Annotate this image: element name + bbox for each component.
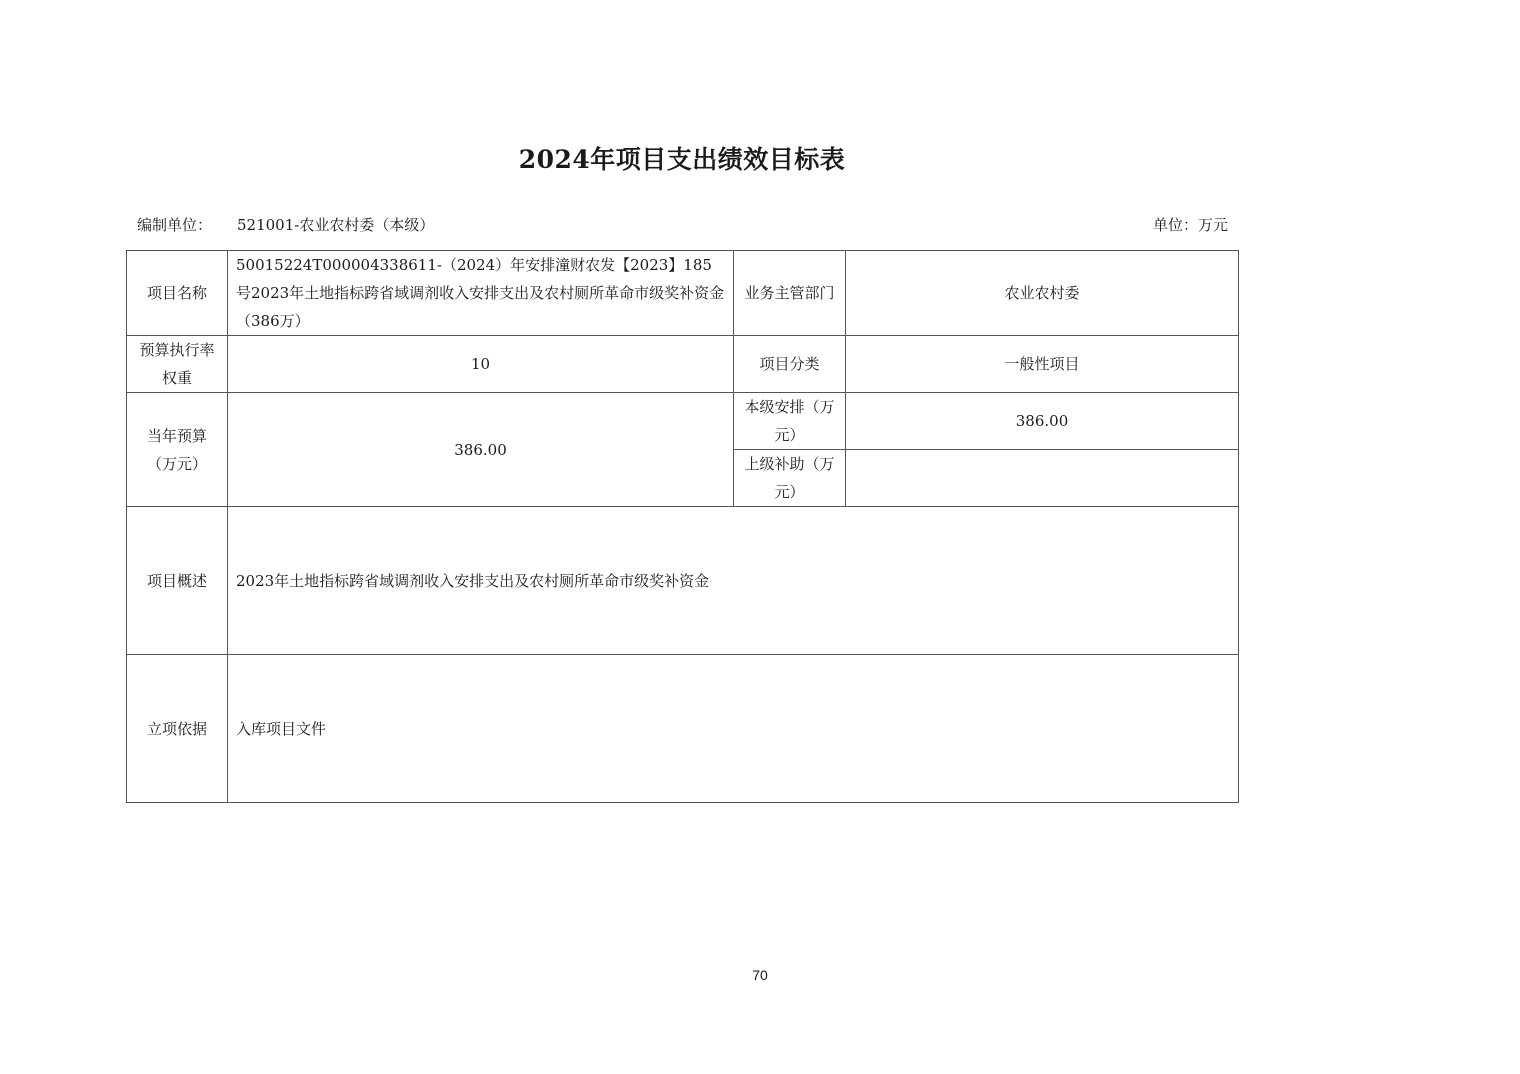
unit-label: 单位：万元	[1152, 216, 1228, 234]
performance-table	[126, 250, 1239, 803]
org-label: 编制单位：	[137, 216, 213, 234]
page-title: 2024年项目支出绩效目标表	[518, 145, 846, 174]
exec-rate-value: 10	[228, 336, 734, 393]
page-number: 70	[752, 967, 768, 983]
budget-value: 386.00	[228, 393, 734, 507]
basis-value: 入库项目文件	[228, 655, 1239, 803]
org-value: 521001-农业农村委（本级）	[237, 216, 435, 234]
dept-label: 业务主管部门	[734, 251, 846, 336]
overview-value: 2023年土地指标跨省域调剂收入安排支出及农村厕所革命市级奖补资金	[228, 507, 1239, 655]
overview-label: 项目概述	[127, 507, 228, 655]
table-row	[127, 655, 1239, 803]
table-row	[127, 336, 1239, 393]
category-value: 一般性项目	[846, 336, 1239, 393]
table-row	[127, 507, 1239, 655]
budget-label: 当年预算（万元）	[127, 393, 228, 507]
project-name-value: 50015224T000004338611-（2024）年安排潼财农发【2023】185号2023年土地指标跨省域调剂收入安排支出及农村厕所革命市级奖补资金（386万）	[228, 251, 734, 336]
org-info	[137, 214, 434, 235]
dept-value: 农业农村委	[846, 251, 1239, 336]
project-name-label: 项目名称	[127, 251, 228, 336]
local-label: 本级安排（万元）	[734, 393, 846, 450]
category-label: 项目分类	[734, 336, 846, 393]
upper-value	[846, 450, 1239, 507]
table-row	[127, 251, 1239, 336]
header-meta	[137, 214, 1228, 238]
table-row	[127, 393, 1239, 450]
upper-label: 上级补助（万元）	[734, 450, 846, 507]
basis-label: 立项依据	[127, 655, 228, 803]
local-value: 386.00	[846, 393, 1239, 450]
exec-rate-label: 预算执行率权重	[127, 336, 228, 393]
